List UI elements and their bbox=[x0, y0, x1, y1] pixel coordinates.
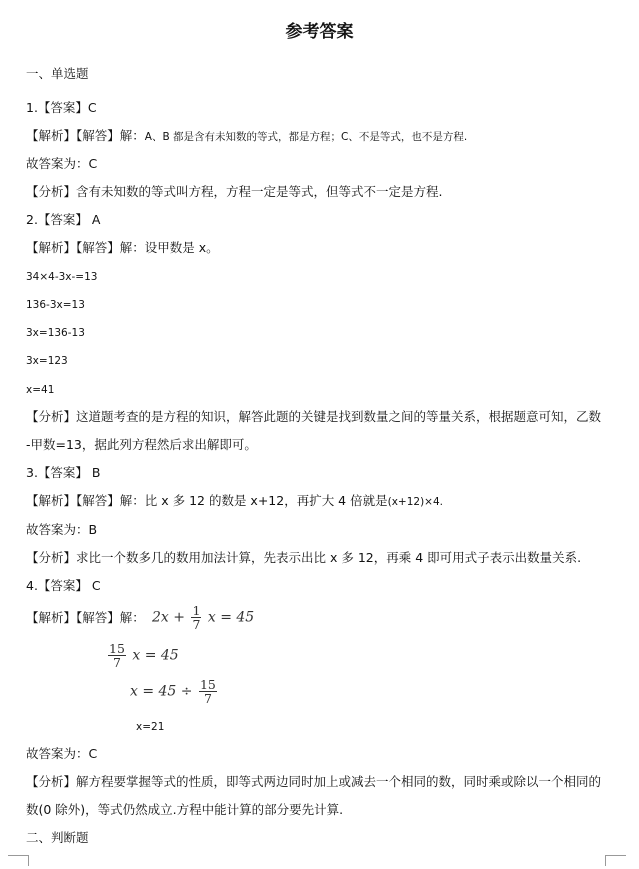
q2-step-5: x=41 bbox=[26, 384, 55, 396]
q4-frac1-denominator: 7 bbox=[192, 617, 201, 632]
q1-analysis-text: A、B 都是含有未知数的等式，都是方程；C、不是等式，也不是方程. bbox=[144, 131, 468, 143]
q4-fraction-one-seventh bbox=[191, 604, 201, 631]
q2-step-2: 136-3x=13 bbox=[26, 299, 85, 311]
q3-answer: 3.【答案】 B bbox=[26, 465, 101, 480]
page-corner-mark-left bbox=[8, 855, 29, 866]
q2-summary-line-2: -甲数=13，据此列方程然后求出解即可。 bbox=[26, 437, 257, 452]
q4-summary-line-2: 数(0 除外)，等式仍然成立.方程中能计算的部分要先计算. bbox=[26, 802, 344, 817]
q4-summary-line-1: 【分析】解方程要掌握等式的性质，即等式两边同时加上或减去一个相同的数，同时乘或除以一个相同的 bbox=[26, 774, 602, 789]
q2-step-4: 3x=123 bbox=[26, 355, 68, 367]
q3-analysis bbox=[26, 493, 443, 510]
q4-analysis-prefix: 【解析】【解答】解： bbox=[26, 610, 145, 625]
q4-frac2-numerator: 15 bbox=[109, 641, 125, 656]
q1-conclusion: 故答案为：C bbox=[26, 156, 98, 171]
q1-summary: 【分析】含有未知数的等式叫方程，方程一定是等式，但等式不一定是方程. bbox=[26, 184, 443, 199]
q2-summary-line-1: 【分析】这道题考查的是方程的知识，解答此题的关键是找到数量之间的等量关系，根据题意可知，乙数 bbox=[26, 409, 602, 424]
q4-fraction-fifteen-sevenths bbox=[108, 642, 126, 669]
q2-answer: 2.【答案】 A bbox=[26, 212, 101, 227]
q2-analysis: 【解析】【解答】解：设甲数是 x。 bbox=[26, 240, 219, 255]
section-heading-single-choice: 一、单选题 bbox=[26, 66, 89, 81]
q4-result: x=21 bbox=[136, 721, 165, 733]
q2-step-3: 3x=136-13 bbox=[26, 327, 85, 339]
q4-eq1-left: 2x + bbox=[152, 609, 185, 626]
q3-conclusion: 故答案为：B bbox=[26, 522, 98, 537]
q4-frac3-denominator: 7 bbox=[203, 691, 212, 706]
q3-analysis-expr: (x+12)×4. bbox=[387, 496, 443, 508]
q4-frac2-denominator: 7 bbox=[112, 655, 121, 670]
q3-summary: 【分析】求比一个数多几的数用加法计算，先表示出比 x 多 12，再乘 4 即可用式子表示出数量关系. bbox=[26, 550, 582, 565]
section-heading-true-false: 二、判断题 bbox=[26, 830, 89, 845]
q4-equation-1 bbox=[152, 604, 254, 631]
q4-frac3-numerator: 15 bbox=[199, 677, 216, 692]
q1-analysis-prefix: 【解析】【解答】解： bbox=[26, 128, 145, 143]
q2-step-1: 34×4-3x-=13 bbox=[26, 271, 98, 283]
q4-eq3-left: x = 45 ÷ bbox=[130, 683, 193, 700]
q1-analysis bbox=[26, 128, 467, 145]
q4-frac1-numerator: 1 bbox=[192, 603, 201, 618]
q4-equation-2 bbox=[106, 642, 179, 669]
q1-answer: 1.【答案】C bbox=[26, 100, 97, 115]
page-title: 参考答案 bbox=[285, 22, 354, 42]
q4-fraction-fifteen-sevenths-2 bbox=[199, 678, 217, 705]
q4-conclusion: 故答案为：C bbox=[26, 746, 98, 761]
q4-answer: 4.【答案】 C bbox=[26, 578, 101, 593]
q4-eq1-right: x = 45 bbox=[207, 609, 255, 626]
q4-eq2-right: x = 45 bbox=[132, 647, 179, 664]
page-corner-mark-right bbox=[605, 855, 626, 866]
q3-analysis-prefix: 【解析】【解答】解：比 x 多 12 的数是 x+12，再扩大 4 倍就是 bbox=[26, 493, 388, 508]
q4-equation-3 bbox=[130, 678, 219, 705]
